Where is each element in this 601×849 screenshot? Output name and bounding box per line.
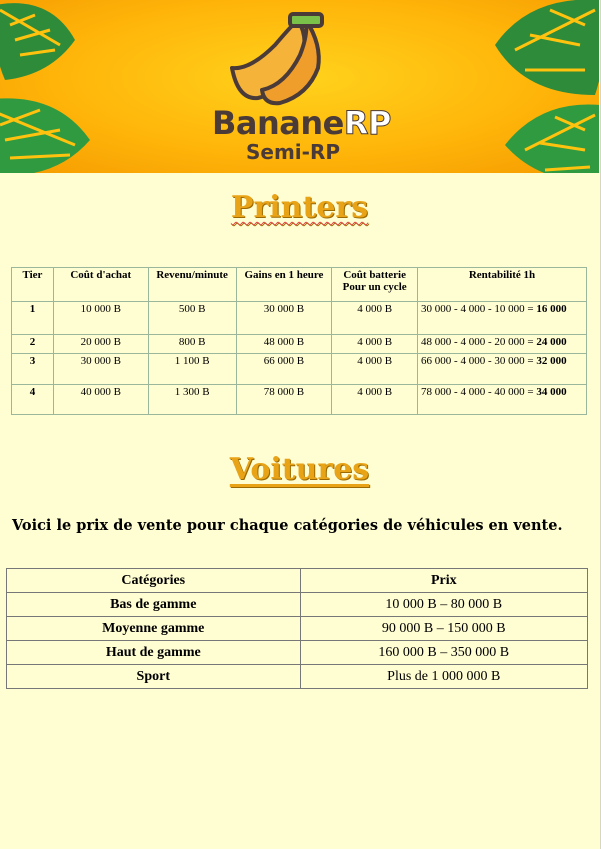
voitures-intro: Voici le prix de vente pour chaque catégories de véhicules en vente. — [12, 517, 563, 534]
header-gains: Gains en 1 heure — [236, 268, 332, 302]
cell-prix: 160 000 B – 350 000 B — [300, 641, 587, 665]
cell-gains: 66 000 B — [236, 354, 332, 385]
cell-batterie: 4 000 B — [332, 385, 418, 415]
brand-subtitle: Semi-RP — [246, 140, 341, 164]
cell-rentabilite: 48 000 - 4 000 - 20 000 = 24 000 — [418, 335, 587, 354]
cell-rentabilite: 30 000 - 4 000 - 10 000 = 16 000 — [418, 302, 587, 335]
table-row — [12, 335, 587, 354]
cell-tier: 3 — [12, 354, 54, 385]
header-batterie: Coût batterie Pour un cycle — [332, 268, 418, 302]
table-row — [12, 354, 587, 385]
cell-batterie: 4 000 B — [332, 354, 418, 385]
table-header-row — [7, 569, 588, 593]
table-row — [7, 641, 588, 665]
table-header-row — [12, 268, 587, 302]
table-row — [7, 593, 588, 617]
brand-name — [212, 104, 391, 142]
table-row — [7, 617, 588, 641]
cell-categorie: Haut de gamme — [7, 641, 301, 665]
cell-categorie: Bas de gamme — [7, 593, 301, 617]
cell-gains: 78 000 B — [236, 385, 332, 415]
brand-suffix: RP — [343, 104, 391, 142]
table-row — [12, 385, 587, 415]
cell-prix: Plus de 1 000 000 B — [300, 665, 587, 689]
cell-batterie: 4 000 B — [332, 302, 418, 335]
cell-rentabilite: 66 000 - 4 000 - 30 000 = 32 000 — [418, 354, 587, 385]
table-row — [12, 302, 587, 335]
cell-revenu: 1 300 B — [148, 385, 236, 415]
printers-title: Printers — [230, 190, 369, 225]
cell-tier: 4 — [12, 385, 54, 415]
cell-cout: 30 000 B — [53, 354, 148, 385]
cell-revenu: 800 B — [148, 335, 236, 354]
cell-revenu: 1 100 B — [148, 354, 236, 385]
voitures-title: Voitures — [229, 452, 370, 487]
cell-revenu: 500 B — [148, 302, 236, 335]
cell-gains: 30 000 B — [236, 302, 332, 335]
cell-categorie: Sport — [7, 665, 301, 689]
cell-tier: 2 — [12, 335, 54, 354]
cell-batterie: 4 000 B — [332, 335, 418, 354]
printers-table — [11, 267, 587, 415]
header-cout: Coût d'achat — [53, 268, 148, 302]
cell-cout: 20 000 B — [53, 335, 148, 354]
header-banner — [0, 0, 599, 173]
cell-tier: 1 — [12, 302, 54, 335]
cell-cout: 40 000 B — [53, 385, 148, 415]
header-rentabilite: Rentabilité 1h — [418, 268, 587, 302]
header-prix: Prix — [300, 569, 587, 593]
cell-categorie: Moyenne gamme — [7, 617, 301, 641]
cell-prix: 10 000 B – 80 000 B — [300, 593, 587, 617]
header-categories: Catégories — [7, 569, 301, 593]
cell-cout: 10 000 B — [53, 302, 148, 335]
cell-gains: 48 000 B — [236, 335, 332, 354]
voitures-table — [6, 568, 588, 689]
header-tier: Tier — [12, 268, 54, 302]
table-row — [7, 665, 588, 689]
header-revenu: Revenu/minute — [148, 268, 236, 302]
cell-rentabilite: 78 000 - 4 000 - 40 000 = 34 000 — [418, 385, 587, 415]
brand-main: Banane — [212, 104, 344, 142]
cell-prix: 90 000 B – 150 000 B — [300, 617, 587, 641]
